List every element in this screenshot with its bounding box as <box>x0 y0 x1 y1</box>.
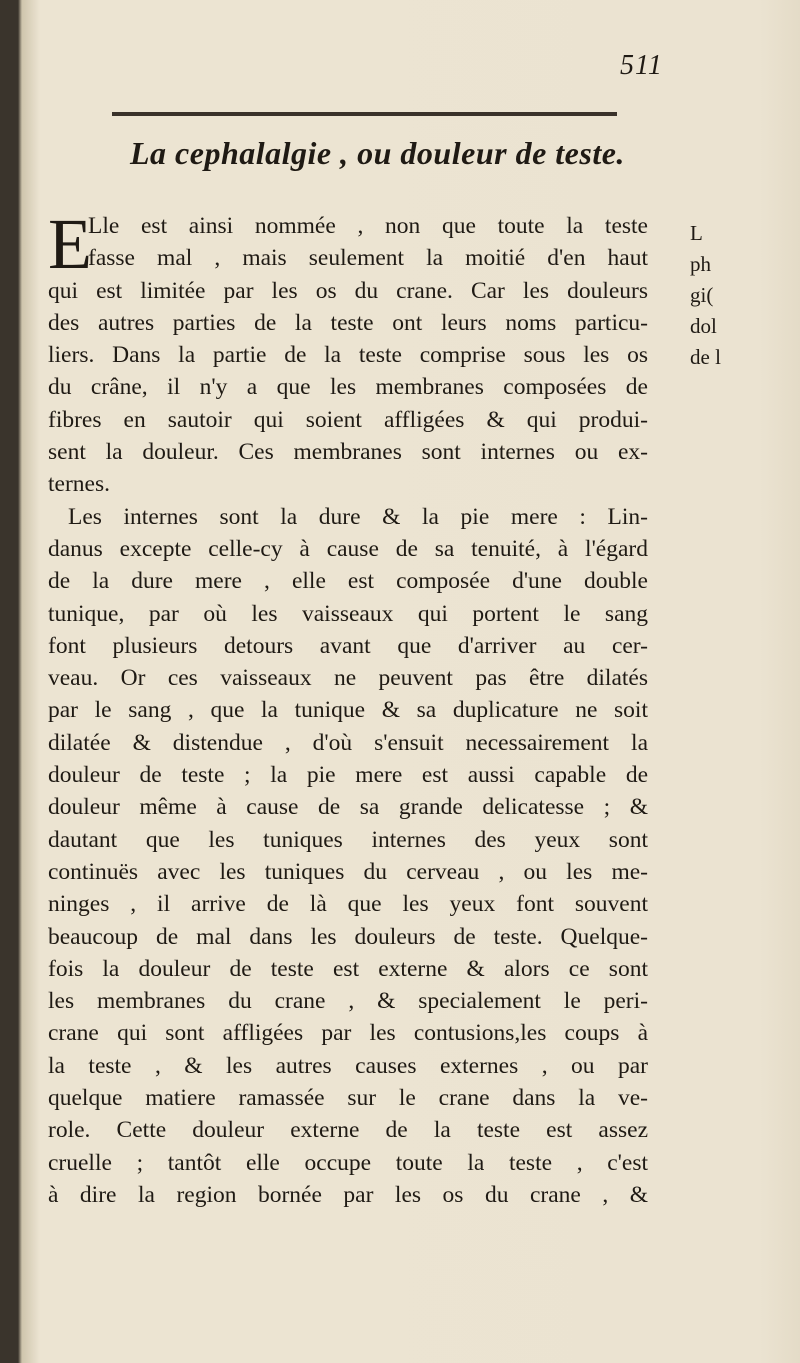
text-line: par le sang , que la tunique & sa duplicature ne soit <box>48 697 648 724</box>
margin-fragment: de l <box>690 345 721 369</box>
margin-fragment: L <box>690 221 703 245</box>
text-line: role. Cette douleur externe de la teste est assez <box>48 1117 648 1144</box>
text-line: douleur même à cause de sa grande delicatesse ; & <box>48 794 648 821</box>
header-rule <box>112 112 617 116</box>
margin-fragment: gi( <box>690 283 714 307</box>
text-line: tunique, par où les vaisseaux qui portent le sang <box>48 600 648 627</box>
text-line: de la dure mere , elle est composée d'une double <box>48 568 648 595</box>
text-line: cruelle ; tantôt elle occupe toute la teste , c'est <box>48 1149 648 1176</box>
text-line: font plusieurs detours avant que d'arriver au cer- <box>48 632 648 659</box>
text-line: dautant que les tuniques internes des yeux sont <box>48 826 648 853</box>
text-line: beaucoup de mal dans les douleurs de teste. Quelque- <box>48 923 648 950</box>
adjacent-page-margin <box>690 218 800 373</box>
text-line: à dire la region bornée par les os du crane , & <box>48 1181 648 1208</box>
text-line: dilatée & distendue , d'où s'ensuit necessairement la <box>48 729 648 756</box>
text-line: liers. Dans la partie de la teste comprise sous les os <box>48 342 648 369</box>
text-line: sent la douleur. Ces membranes sont internes ou ex- <box>48 439 648 466</box>
margin-fragment: dol <box>690 314 717 338</box>
text-line: continuës avec les tuniques du cerveau , ou les me- <box>48 858 648 885</box>
text-line: des autres parties de la teste ont leurs noms particu- <box>48 309 648 336</box>
body-text <box>48 204 648 1211</box>
opening-lines <box>48 204 648 284</box>
margin-fragment: ph <box>690 252 711 276</box>
text-line: Lle est ainsi nommée , non que toute la teste <box>88 213 648 239</box>
drop-cap: E <box>48 204 92 284</box>
text-line: la teste , & les autres causes externes , ou par <box>48 1052 648 1079</box>
text-line: quelque matiere ramassée sur le crane dans la ve- <box>48 1085 648 1112</box>
text-line: ternes. <box>48 471 110 498</box>
text-line: fibres en sautoir qui soient affligées & qui produi- <box>48 406 648 433</box>
page-number: 511 <box>620 50 663 81</box>
text-line: ninges , il arrive de là que les yeux font souvent <box>48 891 648 918</box>
section-title: La cephalalgie , ou douleur de teste. <box>130 135 625 171</box>
text-line: douleur de teste ; la pie mere est aussi capable de <box>48 762 648 789</box>
text-line: veau. Or ces vaisseaux ne peuvent pas être dilatés <box>48 665 648 692</box>
text-line: crane qui sont affligées par les contusions,les coups à <box>48 1020 648 1047</box>
text-line: danus excepte celle-cy à cause de sa tenuité, à l'égard <box>48 535 648 562</box>
text-line: fois la douleur de teste est externe & alors ce sont <box>48 955 648 982</box>
text-line: du crâne, il n'y a que les membranes composées de <box>48 374 648 401</box>
text-line: qui est limitée par les os du crane. Car les douleurs <box>48 277 648 304</box>
text-line: fasse mal , mais seulement la moitié d'en haut <box>88 245 648 272</box>
text-line: Les internes sont la dure & la pie mere : Lin- <box>68 503 648 530</box>
text-line: les membranes du crane , & specialement le peri- <box>48 988 648 1015</box>
